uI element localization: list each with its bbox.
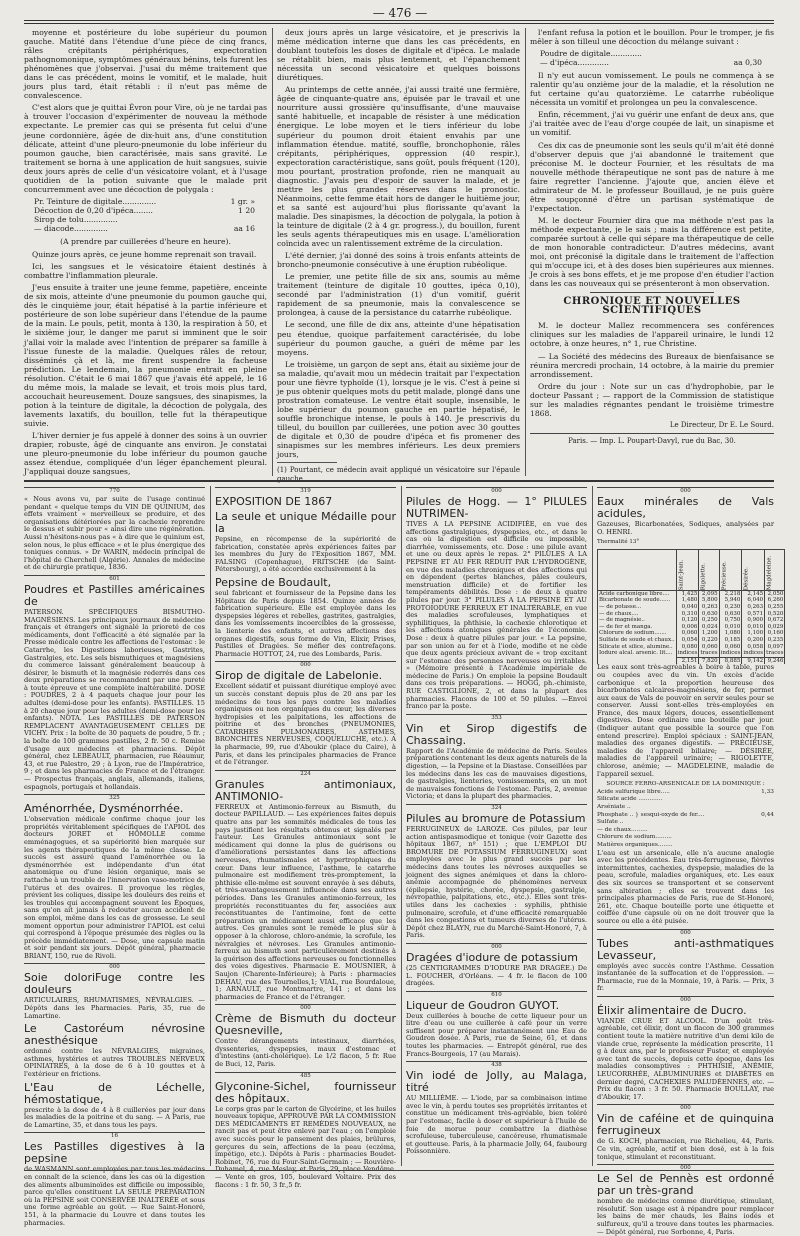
prescription-line: Décoction de 0,20 d'ipéca........ 1 20 [34,205,255,215]
footnote: (1) Pourtant, ce médecin avait appliqué un vésicatoire sur l'épaule gauche. [277,466,520,484]
ad-body: Deux cuillerées à bouche de cette liqueur pour un litre d'eau ou une cuillerée à café pour un verre suffisent pour préparer instantanément une Eau de Goudron dosée. A Paris, rue de Seine, 61, et dans toutes les pharmacies. — Entrepôt général, rue des Francs-Bourgeois, 17 (au Marais). [406,1011,587,1058]
ad-number: 16 [24,1132,205,1140]
analysis-table-block [597,539,784,664]
ad-title: Le Sel de Pennès est ordonné par un très-grand [597,1172,774,1198]
advertisement [24,1082,205,1130]
source-row: Matières organiques........ [597,841,673,848]
section-heading: CHRONIQUE ET NOUVELLES SCIENTIFIQUES [563,296,741,317]
ad-title: L'Eau de Léchelle, hémostatique, [24,1080,205,1106]
table-header: Rigolette. [699,549,719,590]
article-paragraph: — La Société des médecins des Bureaux de bienfaisance se réunira mercredi prochain, 14 octobre, à la mairie du premier arrondissement. [530,351,774,379]
ad-title: EXPOSITION DE 1867 [215,495,333,508]
analysis-table [597,549,785,665]
article-paragraph: Quinze jours après, ce jeune homme reprenait son travail. [32,250,257,260]
advertisement [406,943,587,988]
column-rule [210,486,211,1166]
ad-body: seul fabricant et fournisseur de la Pepsine dans les Hôpitaux de Paris depuis 1854. Quinze années de fabrication supérieure. Elle est employée dans les dyspepsies légères et rebelles, gastrites, gastralgies, dans les vomissements incoercibles de la grossesse, la lienterie des enfants, et autres affections des organes digestifs, sous forme de Vin, Elixir, Prises, Pastilles et Dragées. Se méfier des contrefaçons. Pharmacie HOTTOT, 24, rue des Lombards, Paris. [215,588,396,658]
ad-title: Pilules de Hogg. — 1° PILULES NUTRIMEN- [406,495,587,520]
table-cell: 0,060 [676,630,699,637]
table-row [598,637,785,644]
table-cell: 0,097 [765,644,785,651]
table-cell: 1,480 [676,597,699,604]
article-paragraph: Le premier, une petite fille de six ans, soumis au même traitement (teinture de digitale 10 gouttes, ipéca 0,10), secondé par l'administration (1) d'un vomitif, guérit rapidement de sa pneumonie, mais la convalescence se prolongea, à cause de la persistance du catarrhe rubéolique. [277,272,520,318]
table-cell: 0,900 [742,617,765,624]
ad-number: 000 [597,929,774,937]
section-divider [24,480,774,482]
ad-number: 353 [406,714,587,722]
ad-body: prescrite à la dose de 4 à 8 cuillerées par jour dans les maladies de la poitrine et du sang. — A Paris, rue de Lamartine, 35, et dans tous les pays. [24,1105,205,1129]
ad-title: Pepsine de Boudault, [215,575,332,589]
table-cell: 5,940 [719,597,742,604]
table-cell: 0,010 [719,624,742,631]
ad-title: Dragées d'iodure de potassium [406,950,578,964]
source-row: Phosphate .. } sesqui-oxyde de fer.... 0,44 [597,811,774,818]
ad-number: 438 [406,1061,587,1069]
source-row: Chlorure de sodium......... [597,834,672,841]
article-paragraph: moyenne et postérieure du lobe supérieur du poumon gauche. Matité dans l'étendue d'une pièce de cinq francs, râles crépitants périphériques, expectoration pathognomonique, symptômes généraux bénins, tels furent les phénomènes que j'observai. J'usai du même traitement que dans le cas précédent, moins le vomitif, et le malade, huit jours plus tard, était rétabli : il n'eut pas même de convalescence. [24,28,267,101]
table-row [598,597,785,604]
table-header: Magdeleine. [765,549,785,590]
ad-body: « Nous avons vu, par suite de l'usage continué pendant « quelque temps du VIN DE QUINIUM, des effets vraiment « merveilleux se produire, et des organisations détériorées par la cachexie reprendre le dessus et subir pour « ainsi dire une régénération. Aussi n'hésitons-nous pas « à dire que le quinium est, selon nous, le plus efficace « et le plus énergique des toniques connus. » Dr WARIN, médecin principal de l'hôpital de Cherchell (Algérie). Annales de médecine et de chirurgie pratique, 1836. [24,495,205,572]
ad-title: Granules antimoniaux, ANTIMONIO- [215,777,396,803]
article-paragraph: L'été dernier, j'ai donné des soins à trois enfants atteints de broncho-pneumonie consécutive à une éruption rubéolique. [277,251,520,270]
prescription-line: — diacode.............. aa 16 [34,223,255,233]
table-cell: Iodure alcal. arsenic. lit.... [598,650,677,657]
ad-body: Rapport de l'Académie de médecine de Paris. Seules préparations contenant les deux agents naturels de la digestion, — la Pepsine et la Diastase. Conseillées par les médecins dans les cas de mauvaises digestions, de gastralgies, lienteries, vomissements, en un mot de mauvaises fonctions de l'estomac. Paris, 2, avenue Victoria; et dans la plupart des pharmacies. [406,746,587,801]
source-row: Sulfate .. [597,819,624,826]
table-title: Thermalité 13° [597,539,640,546]
table-cell: 0,006 [676,624,699,631]
ad-body: ordonné contre les NÉVRALGIES, migraines, asthmes, hystéries et autres TROUBLES NERVEUX OPINIATRES, à la dose de 6 à 10 gouttes et à l'extérieur en frictions. [24,1047,205,1079]
ad-title: Élixir alimentaire de Ducro. [597,1003,747,1017]
table-cell: 0,230 [719,604,742,611]
table-header: Précieuse. [719,549,742,590]
table-cell: traces [766,650,784,657]
table-row [598,650,785,657]
advertisement [24,1132,205,1227]
table-cell: Bicarbonate de soude...... [598,597,677,604]
article-paragraph: J'eus ensuite à traiter une jeune femme, papetière, enceinte de six mois, atteinte d'une pneumonie du poumon gauche qui, dès le cinquième jour, était hépatisé à la partie inférieure et postérieure de son lobe supérieur dans l'étendue de la paume de la main. Le pouls, petit, monta à 130, la respiration à 50, et le sixième jour, le danger me parut si imminent que le soir j'allai voir la malade avec l'intention de préparer sa famille à l'issue funeste de la maladie. Quelques râles de retour, disséminés çà et là, me firent suspendre la facheuse prédiction. Le lendemain, la pneumonie entrait en pleine résolution. C'était le 6 mai 1867 que j'avais été appelé, le 16 du même mois, la malade se levait, et trois mois plus tard, accouchait heureusement. Douze sangsues, des sinapismes, la potion à la teinture de digitale, la décoction de polygala, des lavements laxatifs, du bouillon, telle fut la thérapeutique suivie. [24,283,267,428]
ad-body: AU MILLIÈME. — L'iode, par sa combinaison intime avec le vin, à perdu toutes ses propriétés irritantes et constitue un médicament très-agréable, bien toléré par l'estomac, facile à doser et supérieur à l'huile de foie de morue pour combattre la diathèse scrofuleuse, tuberculeuse, cancéreuse, rhumatismale et goutteuse. Paris, à la pharmacie Jolly, 64, faubourg Poissonnière. [406,1094,587,1156]
article-paragraph: Enfin, récemment, j'ai vu guérir une enfant de deux ans, que j'ai traitée avec de l'eau d'orge coupée de lait, un sinapisme et un vomitif. [530,110,774,138]
article-column-1 [24,28,267,476]
advertisement [406,1061,587,1156]
source-analysis [597,781,774,849]
ad-body: VIANDE CRUE ET ALCOOL. D'un goût très-agréable, cet élixir, dont un flacon de 300 grammes contient toute la matière nutritive d'un demi kilo de viande crue, représente la médication prescrite, 11 g à deux ans, par le professeur Fuster, et employée avec tant de succès, depuis cette époque, dans les maladies consomptives : PHTHISIE, ANÉMIE, LEUCORRHÉE, ALBUMINURIES et DIABÈTES en dernier degré, CACHEXIES PALUDÉENNES, etc. — Prix du flacon : 3 fr. 50. Pharmacie BOULLAY, rue d'Aboukir, 17. [597,1016,774,1101]
source-row: Silicate acide ............. [597,796,663,803]
table-cell: 0,672 [765,617,785,624]
article-paragraph: Il n'y eut aucun vomissement. Le pouls ne commença à se ralentir qu'au onzième jour de la maladie, et la résolution ne fut certaine qu'au quatorzième. Le catarrhe rubéolique nécessita un vomitif et prolongea un peu la convalescence. [530,71,774,108]
advertisement [406,991,587,1059]
table-cell: — de fer et manga. [598,624,677,631]
advertisement [597,1164,774,1236]
table-cell: 6,040 [742,597,765,604]
ad-title: Crème de Bismuth du docteur Quesneville, [215,1012,396,1038]
source-row: Acide sulfurique libre..... 1,33 [597,788,774,795]
article-paragraph: Le troisième, un garçon de sept ans, était au sixième jour de sa maladie, qu'avait mou un médecin traitait par l'expectation pour une fièvre typhoïde (1), lorsque je le vis. C'est à peine si je pus obtenir quelques mots du petit malade, plongé dans une prostration comateuse. Le ventre était souple, insensible, le lobe supérieur du poumon gauche en partie hépatisé, le souffle bronchique intense, le pouls à 140. Je prescrivis du tilleul, du bouillon par cuillerées, une potion avec 30 gouttes de digitale et 0,30 de poudre d'ipéca et fis promener des sinapismes sur les membres inférieurs. Les deux premiers jours, [277,359,520,460]
article-paragraph: Ici, les sangsues et le vésicatoire étaient destinés à combattre l'inflammation pleurale. [24,262,267,281]
section-rule [590,292,714,293]
table-cell: 5,800 [699,597,719,604]
table-cell: Silicate et silice, alumine.. [598,644,677,651]
prescription-line: Sirop de tolu.............. [34,214,118,224]
ad-number: 319 [215,487,396,495]
ad-number: 224 [215,770,396,778]
table-cell: 0,010 [742,624,765,631]
ad-title: Tubes anti-asthmatiques Levasseur, [597,936,774,962]
table-cell: 0,029 [765,624,785,631]
table-cell: 0,024 [699,624,719,631]
ad-body: nombre de médecins comme diurétique, stimulant, résolutif. Son usage est à répandre pour remplacer les bains de mer chauds, les Bains iodés et sulfureux, qu'il a trouve dans toutes les pharmacies. — Dépôt général, rue Sorbonne, 4, Paris. [597,1197,774,1236]
table-cell: 1,100 [742,630,765,637]
ad-body: Gazeuses, Bicarbonatées, Sodiques, analysées par O. HENRI. [597,520,774,536]
table-cell: 1,425 [676,590,699,597]
ad-title: Le Castoréum névrosine anesthésique [24,1022,205,1048]
table-cell: 0,630 [699,611,719,618]
article-paragraph: Au printemps de cette année, j'ai aussi traité une fermière, âgée de cinquante-quatre ans, épuisée par le travail et une nourriture aussi grossière qu'insuffisante, d'une mauvaise santé habituelle, et incapable de résister à une médication énergique. Le lobe moyen et le tiers inférieur du lobe supérieur du poumon droit étaient envahis par une inflammation étendue. matité, souffle, bronchophonie, râles crépitants, périphériques, oppression (40 respir.), expectoration caractéristique, sans goût, pouls fréquent (120), mou pourtant, prostration profonde, rien ne manquait au diagnostic. J'avais peu d'espoir de sauver la malade, et je mettre les plus grandes réserves dans le pronostic. Néanmoins, cette femme était hors de danger le huitième jour, et sa santé est aujourd'hui plus florissante qu'avant la maladie. Des sinapismes, la décoction de polygala, la potion à la teinture de digitale (2 à 4 gr. progress.), du bouillon, furent les seuls agents thérapeutiques mis en usage. L'amélioration coïncida avec un ralentissement extrême de la circulation. [277,85,520,249]
table-cell: 2,218 [719,590,742,597]
ad-body: Les eaux sont très-agréables à boire à table, pures ou coupées avec du vin. Un excès d'acide carbonique et la proportion heureuse des bicarbonates calcaires-magnésiens, de fer, permet aux eaux de Vals de pouvoir en servir seules pour se conserver. Aussi sont-elles très-employées en France, des maux légers, douces, essentiellement digestives. Dose ordinaire une bouteille par jour. (Indiquer autant que possible la source que l'on entend prescrire). Emploi spéciaux : SAINT-JEAN, maladies des organes digestifs. — PRÉCIEUSE, maladies de l'appareil biliaire; — DÉSIRÉE, maladies de l'appareil urinaire; — RIGOLETTE, chlorose, anémie; — MAGDELEINE, maladie de l'appareil sexuel. [597,663,774,778]
table-cell: 0,080 [676,644,699,651]
ad-number: 000 [406,943,587,951]
table-cell: 0,520 [765,611,785,618]
ad-title: Sirop de digitale de Labelonie. [215,669,383,683]
ad-body: L'observation médicale confirme chaque jour les propriétés véritablement spécifiques de l'APIOL des docteurs JORET et HOMOLLE comme emménagogues, et sa supériorité bien marquée sur les agents thérapeutiques de la même classe. Le succès est assuré quand l'aménorrhée ou la dysménorrhée est indépendante d'un état anatomique ou d'une lésion organique, mais se rattache à un trouble de l'innervation vaso-motrice de l'utérus et des ovaires. Il provoque les règles, prévient les coliques, dissipe les douleurs des reins et les troubles qui accompagnent souvent les Époques, sans qu'on ait jamais à redouter aucun accident de son emploi, même dans les cas de grossesse. Le seul moment opportun pour administrer l'APIOL est celui qui correspond à l'époque présumée des règles ou la précède immédiatement. — Dose, une capsule matin et soir pendant six jours. Dépôt général, pharmacie BRIANT, 150, rue de Rivoli. [24,815,205,960]
table-cell: traces [700,650,718,657]
table-cell: 0,263 [742,604,765,611]
ad-title: Soie doloriFuge contre les douleurs [24,971,205,997]
ad-title: Eaux minérales de Vals acidules, [597,495,774,520]
prescription [34,197,267,233]
advertisement [24,1023,205,1078]
ad-body: L'eau est un arsenicale, elle n'a aucune analogie avec les précédentes. Eau très-ferrugineuse, fièvres intermittentes, cachexies, dyspepsie, maladies de la peau, scrofule, maladies organiques, etc. Les eaux des six sources se transportent et se conservent sans altération ; elles se trouvent dans les principales pharmacies de Paris, rue de St-Honoré, 261, etc. Chaque bouteille porte une étiquette et coiffée d'une capsule où on ne doit trouver que la source ou elle a été puisée. [597,848,774,925]
table-cell: — de magnésie.. [598,617,677,624]
table-cell: — de chaux.... [598,611,677,618]
table-cell: 0,058 [742,644,765,651]
source-row: — de chaux......... [597,826,648,833]
table-cell: 2,050 [765,590,785,597]
advertisement [215,661,396,767]
advertisement [215,511,396,574]
advertisement [215,1072,396,1190]
ad-number: 000 [597,1104,774,1112]
table-row [598,590,785,597]
table-cell: 0,060 [699,644,719,651]
advertisement [215,1004,396,1068]
ad-title: Poudres et Pastilles américaines de [24,582,205,608]
ad-body: Excellent sédatif et puissant diurétique employé avec un succès constant depuis plus de 20 ans par les médecins de tous les pays contre les maladies organiques ou non organiques du cœur, les diverses hydropisies et les palpitations, les affections de poitrine et des bronches (PNEUMONIES, CATARRHES PULMONAIRES, ASTHMES, BRONCHITES NERVEUSES, COQUELUCHE, etc.). A la pharmacie, 99, rue d'Aboukir (place du Caire), à Paris, et dans les principales pharmacies de France et de l'étranger. [215,682,396,767]
table-cell: 2,151 [676,657,699,664]
table-cell: Chlorure de sodium....... [598,630,677,637]
ad-body: de WASMANN sont employées par tous les médecins en connaît de la science, dans les cas où la digestion des aliments albuminoïdes est difficile ou impossible, parce qu'elles constituent LA SEULE PRÉPARATION où la PEPSINE soit CONSERVÉE INALTÉRÉE et sous une forme agréable au goût. — Rue Saint-Honoré, 151, à la pharmacie du Louvre et dans toutes les pharmacies. [24,1165,205,1227]
ad-body: ARTICULAIRES, RHUMATISMES, NÉVRALGIES. — Dépôts dans les Pharmacies. Paris, 35, rue de Lamartine. [24,996,205,1020]
table-cell: 2,095 [699,590,719,597]
article-paragraph: Ces dix cas de pneumonie sont les seuls qu'il m'ait été donné d'observer depuis que j'ai abandonné le traitement que préconise M. le docteur Fournier, et les résultats de ma nouvelle méthode thérapeutique ne sont pas de nature à me faire regretter l'ancienne. J'ajoute que, ancien élève et admirateur de M. le professeur Bouillaud, je ne puis guère être soupçonné d'être un partisan systématique de l'expectation. [530,140,774,213]
article-paragraph: deux jours après un large vésicatoire, et je prescrivis la même médication interne que dans les cas précédents, en doublant toutefois les doses de digitale et d'ipéca. Le malade se rétablit bien, mais plus lentement, et l'épanchement nécessita un second vésicatoire et quelques boissons diurétiques. [277,28,520,83]
prescription-note: (A prendre par cuillerées d'heure en heure). [60,237,231,247]
table-cell: 0,750 [719,617,742,624]
article-column-2 [277,28,520,484]
prescription-line: Poudre de digitale............. [540,49,642,59]
ad-title: Vin et Sirop digestifs de Chassaing. [406,721,587,747]
ad-title: Les Pastilles digestives à la pepsine [24,1140,205,1166]
ads-column-1 [24,486,205,1227]
ad-number: 485 [215,1072,396,1080]
ad-number: 000 [597,487,774,495]
table-cell: 9,142 [742,657,765,664]
page-number: — 476 — [372,6,428,20]
source-label: SOURCE FERRO-ARSENICALE DE LA DOMINIQUE : [606,781,765,788]
table-cell: 0,200 [742,637,765,644]
table-cell: 0,054 [676,637,699,644]
table-cell: 0,263 [699,604,719,611]
imprint-rule [530,433,774,434]
table-cell: 0,220 [699,637,719,644]
table-row [598,624,785,631]
table-cell: 0,185 [719,637,742,644]
table-cell: Sulfate de soude et chaux.. [599,636,675,643]
advertisement [215,577,396,658]
advertisement [406,714,587,801]
column-rule [525,28,526,476]
table-cell: 6,260 [765,597,785,604]
table-cell: 9,246 [765,657,785,664]
ad-body: Pepsine, en récompense de la supériorité de fabrication, constatée après expériences faites par les membres du Jury de l'Exposition 1867, MM. FALSING (Copenhague), FRITSCHE (de Saint-Pétersbourg), a été accordée exclusivement à la [215,535,396,574]
ad-body: TIVES A LA PEPSINE ACIDIFIÉE, en vue des affections gastralgiques, dyspepsies, etc., et dans le cas où la digestion est difficile ou impossible, diarrhée, vomissements, etc. Dose : une pilule avant et une ou deux après le repas. 2° PILULES A LA PEPSINE ET AU FER RÉDUIT PAR L'HYDROGÈNE, en vue des maladies chroniques et des affections qui en dépendent (pertes blanches, pâles couleurs, menstruation difficile) et de fortifier les tempéraments débilités. Dose : de deux à quatre pilules par jour. 3° PILULES A LA PEPSINE ET AU PROTOIODURE FERREUX ET INALTÉRABLE, en vue des maladies scrofuleuses, lymphatiques et syphilitiques, la phthisie, la cachexie chlorotique et les affections atoniques générales de l'économie. Dose : deux à quatre pilules par jour. « La pepsine, par son union au fer et à l'iode, modifie et ne cède que deux agents précieux avivant de « trop excitant sur l'estomac des personnes nerveuses ou irritables. » (Mémoire présenté à l'Académie impériale de médecine de Paris.) On emploie la pepsine Boudault dans ces trois préparations. — HOGG, ph.-chimiste, RUE CASTIGLIONE, 2, et dans la plupart des pharmacies. Flacons de 100 et 50 pilules. —Envoi franco par la poste. [406,520,587,711]
article-paragraph: l'enfant refusa la potion et le bouillon. Pour le tromper, je fis mêler à son tilleul une décoction du mélange suivant : [530,28,774,47]
table-header [598,549,677,590]
ads-column-3 [406,486,587,1166]
advertisement [24,794,205,960]
table-row [598,604,785,611]
ad-body: Contre dérangements intestinaux, diarrhées, dyssenteries, dyspepsies, maux d'estomac et d'intestins (anti-cholérique). Le 1/2 flacon, 5 fr. Rue de Buci, 12, Paris. [215,1037,396,1069]
bottom-rule [24,1170,774,1171]
article-paragraph: Ordre du jour : Note sur un cas d'hydrophobie, par le docteur Passant ; — rapport de la Commission de statistique sur les maladies régnantes pendant le troisième trimestre 1868. [530,381,774,418]
article-paragraph: C'est alors que je quittai Évron pour Vire, où je ne tardai pas à trouver l'occasion d'expérimenter de nouveau la méthode expectante. Le premier cas qui se présenta fut celui d'une jeune cordonnière, âgée de dix-huit ans, d'une constitution délicate, atteint d'une pleuro-pneumonie du lobe inférieur du poumon gauche, bien caractérisée, mais sans gravité. Le traitement se borna à une application de huit sangsues, suivie deux jours après de celle d'un vésicatoire volant, et à l'usage quotidien de la potion suivante que le malade prit concurremment avec une décoction de polygala : [24,103,267,194]
ad-number: 000 [215,661,396,669]
table-cell: 0,120 [676,617,699,624]
ad-body: FERRUGINEUX de LAROZE. Ces pilules, par leur action antispasmodique et tonique (voir Gazette des hôpitaux 1867, nº 151) ; que L'EMPLOI DU BROMURE DE POTASSIUM FERRUGINEUX) sont employées avec le plus grand succès par les médecins dans toutes les névroses auxquelles se joignent des signes anémiques et dans la chloro-anémie accompagnée de phénomènes nerveux (épilepsie, hystérie, chorée, dyspepsie, gastralgie, névropathie, palpitations, etc., etc.). Elles sont très-utiles dans les cachexies : syphilis, phthisie pulmonaire, scrofule, et d'une efficacité remarquable dans les congestions et tumeurs diverses de l'utérus. Dépôt chez BLAYN, rue du Marché-Saint-Honoré, 7, à Paris. [406,825,587,940]
ad-body: Le corps gras par le carton de Glycérine, et les huiles nouveaux topique, APPROUVÉ PAR LA COMMISSION DES MÉDICAMENTS ET REMÈDES NOUVEAUX, ne rancit pas et peut être enlevé par l'eau ; on l'emploie avec succès pour le pansement des plaies, brûlures, gerçures du sein, affections de la peau (eczéma, impétigo, etc.). Dépôts à Paris : pharmacies Boudet-Robinet, 76, rue du Four-Saint-Germain ; — Rouvière-Duhamel, 4, rue Meslay, et Paris, 29, place Vendôme. — Vente en gros, 105, boulevard Voltaire. Prix des flacons : 1 fr. 50, 3 fr.,5 fr. [215,1104,396,1189]
advertisement [597,996,774,1102]
table-row [598,630,785,637]
column-rule [272,28,273,476]
table-cell: 0,250 [699,617,719,624]
article-paragraph: L'hiver dernier je fus appelé à donner des soins à un ouvrier drapier, robuste, âgé de cinquante ans environ. Je constatai une pleuro-pneumonie du lobe inférieur du poumon gauche assez étendue, compliquée d'un léger épanchement pleural. J'appliquai douze sangsues, [24,430,267,477]
ad-number: 325 [24,794,205,802]
article-paragraph: M. le docteur Mallez recommencera ses conférences cliniques sur les maladies de l'appareil urinaire, le lundi 12 octobre, à onze heures, n° 1, rue Christine. [530,321,774,349]
ad-body: de G. KOCH, pharmacien, rue Richelieu, 44, Paris. Ce vin, agréable, actif et bien dosé, est à la fois tonique, stimulant et reconstituant. [597,1137,774,1161]
table-cell: 8,885 [719,657,742,664]
ad-title: Pilules au bromure de Potassium [406,812,586,825]
ad-number: 324 [406,804,587,812]
ad-title: Liqueur de Goudron GUYOT. [406,998,560,1012]
advertisement [24,963,205,1020]
ad-body: employés avec succès contre l'Asthme. Cessation instantanée de la suffocation et de l'oppression. — Pharmacie, rue de la Monnaie, 19, à Paris. — Prix, 3 fr. [597,961,774,993]
table-cell: indices [743,650,764,657]
ad-number: 000 [406,487,587,495]
advertisement [406,804,587,940]
footnote-rule [277,462,337,463]
ad-number: 000 [215,1004,396,1012]
advertisement [215,487,396,508]
advertisement [597,1104,774,1161]
advertisement [597,487,774,536]
table-cell: 1,200 [699,630,719,637]
director-signature: Le Directeur, Dr E. Le Sourd. [669,420,774,429]
table-cell: 0,160 [765,630,785,637]
table-cell: 0,571 [742,611,765,618]
article-column-3 [530,28,774,476]
table-cell: 0,040 [676,604,699,611]
table-cell: 7,820 [699,657,719,664]
table-cell: 2,145 [742,590,765,597]
article-paragraph: M. le docteur Fournier dira que ma méthode n'est pas la méthode expectante, je le sais ; mais la différence est petite, comparée surtout à celle qui sépare ma thérapeutique de celle de mon honorable contradicteur. D'autres médecins, avant moi, ont préconisé la digitale dans le traitement de l'affection qui m'occupe ici, et à des doses bien supérieures aux miennes. Je crois à ses bons effets, et je me propose d'en étudier l'action dans les cas nouveaux qui se présenteront à mon observation. [530,215,774,289]
table-cell: indices [720,650,741,657]
ad-body: PATERSON. SPÉCIFIQUES BISMUTHO-MAGNÉSIENS. Les principaux journaux de médecine français et étrangers ont signalé la prioreté de ces médicaments, dont l'efficacité a été signalée par la Presse médicale contre les affections de l'estomac : le Catarrhe, les Digestions laborieuses, Gastrites, Gastralgies, etc. Les sels bismuthiques et magnésiens du commerce laissant généralement beaucoup à désirer, le bismuth et la magnésie rederrés dans ces deux préparations se recommandent par une pureté à toute épreuve et une complète inaltérabilité. DOSE : POUDRES, 2 à 4 paquets chaque jour pour les adultes (demi-dose pour les enfants). PASTILLES. 15 à 20 chaque jour pour les adultes (demi-dose pour les enfants). NOTA. Les PASTILLES DE PATERSON REMPLACENT AVANTAGEUSEMENT CELLES DE VICHY. Prix : la boîte de 30 paquets de poudre, 5 fr. ; la boîte de 100 grammes pastilles, 2 fr. 50 c. Remise d'usage aux médecins et pharmaciens. Dépôt général, chez LEBEAULT, pharmacien, rue Réaumur, 43, et rue Palestro, 29 ; à Lyon, rue de l'Impératrice, 9 ; et dans les pharmacies de France et de l'étranger. — Prospectus français, anglais, allemands, italiens, espagnols, portugais et hollandais. [24,607,205,791]
table-header: Saint-Jean. [676,549,699,590]
ad-body: FERREUX et Antimonio-ferreux au Bismuth, du docteur PAPILLAUD. — Les expériences faites depuis quatre ans par les sommités médicales de tous les pays justifient les résultats obtenus et signalés par l'auteur. Les Granules antimoniaux sont le médicament qui donne la plus de guérisons ou d'améliorations persistantes dans les affections nerveuses, rhumatismales et hypertrophiques du cœur. Dans leur influence, l'asthme, le catarrhe pulmonaire est modifiement très-promptement, la phthisie elle-même est souvent enrayée à ses débuts, et très-avantageusement influencée dans ses autres périodes. Dans les Granules antimonio-ferreux, les propriétés reconstituantes du fer, associées aux reconstituantes de l'antimoine, font de cette préparation un médicament aussi efficace que les autres. Ces granules sont le remède le plus sûr à opposer à la chlorose, chloro-anémie, la scrofule, les névralgies et névroses. Les Granules antimonio-ferreux au bismuth sont particulièrement destinés à la guérison des affections nerveuses ou fonctionnelles des voies digestives. Pharmacie E. MOUSNIER, à Saujon (Charente-Inférieure); à Paris : pharmacies DEHAU, rue des Tournelles,1; VIAL, rue Bourdaloue, 1; ARNAULT, rue Montmartre, 141 ; et dans les pharmacies de France et de l'étranger. [215,802,396,1001]
ad-title: Glyconine-Sichel, fournisseur des hôpitaux. [215,1079,396,1105]
printer-imprint: Paris. — Imp. L. Poupart-Davyl, rue du Bac, 30. [568,436,736,445]
ad-number: 601 [24,575,205,583]
prescription [540,49,774,67]
table-row [598,644,785,651]
ad-number: 610 [406,991,587,999]
prescription-line: — d'ipéca............. aa 0,30 [540,58,762,68]
advertisement [597,929,774,993]
column-rule [592,486,593,1166]
ad-body: (25 CENTIGRAMMES D'IODURE PAR DRAGÉE.) De L. FOUCHER, d'Orléans. — 4 fr. le flacon de 100 dragées. [406,963,587,988]
advertisement [215,770,396,1001]
article-paragraph: Le second, une fille de dix ans, atteinte d'une hépatisation peu étendue, quoique parfaitement caractérisée, du lobe supérieur du poumon gauche, a guéri de même par les moyens. [277,320,520,357]
advertisement [597,850,774,926]
ads-column-4 [597,486,784,1236]
table-cell: 0,060 [719,644,742,651]
table-cell: 0,310 [676,611,699,618]
table-header: Désirée. [742,549,765,590]
table-cell: 0,235 [765,637,785,644]
advertisement [406,487,587,711]
table-cell: — de potasse... [598,604,677,611]
table-cell: indices [677,650,698,657]
top-rule [24,20,774,24]
ads-column-2 [215,486,396,1189]
prescription-line: Pr. Teinture de digitale.............. 1 gr. » [34,196,255,206]
ad-title: La seule et unique Médaille pour la [215,510,396,535]
ad-number: 000 [597,996,774,1004]
ad-title: Aménorrhée, Dysménorrhée. [24,802,184,816]
advertisement [24,575,205,791]
table-cell: 0,630 [719,611,742,618]
table-cell: Acide carbonique libre.... [598,590,677,597]
table-cell: 0,255 [765,604,785,611]
advertisement [597,664,774,778]
ad-title: Vin iodé de Jolly, au Malaga, titré [406,1069,587,1095]
table-cell: 1,080 [719,630,742,637]
ad-number: 000 [597,1164,774,1172]
advertisement [24,487,205,572]
column-rule [401,486,402,1166]
table-row [598,617,785,624]
ad-number: 000 [24,963,205,971]
source-row: Arséniate .. [597,804,631,810]
ad-title: Vin de caféine et de quinquina ferrugineux [597,1112,774,1138]
ad-number: 770 [24,487,205,495]
